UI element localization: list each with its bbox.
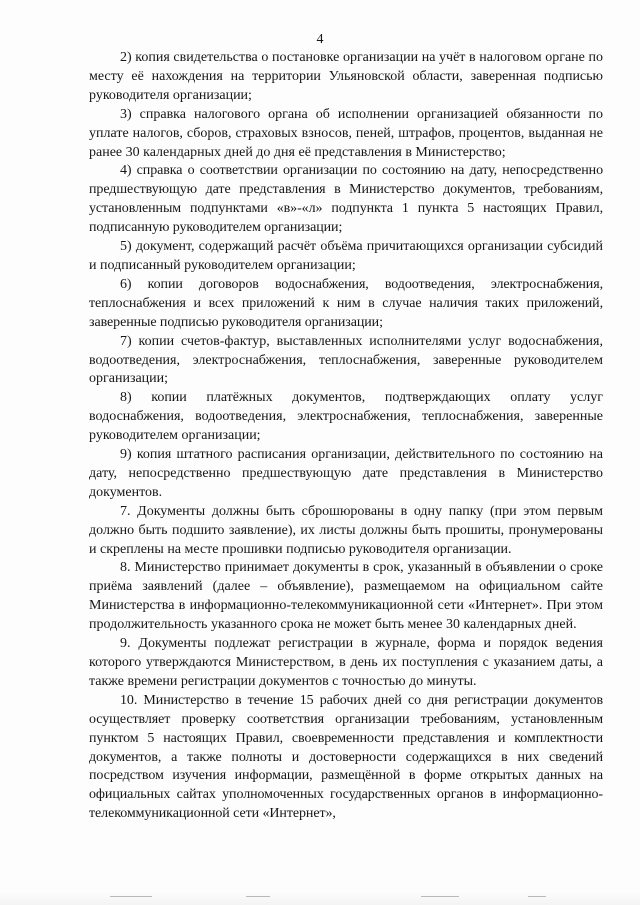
paragraph-point-10: 10. Министерство в течение 15 рабочих дней со дня регистрации документов осуществляет проверку соответствия организации требованиям, установленным пунктом 5 настоящих Правил, своевременности представления и комплектности документов, а также полноты и достоверности содержащихся в них сведений посредством изучения информации, размещённой в форме открытых данных на официальных сайтах уполномоченных государственных органов в информационно-телекоммуникационной сети «Интернет», [89,692,603,822]
paragraph-point-7: 7. Документы должны быть сброшюрованы в одну папку (при этом первым должно быть подшито заявление), их листы должны быть прошиты, пронумерованы и скреплены на месте прошивки подписью руководителя организации. [89,503,603,557]
page-number: 4 [316,32,324,47]
paragraph-item-2: 2) копия свидетельства о постановке организации на учёт в налоговом органе по месту её нахождения на территории Ульяновской области, заверенная подписью руководителя организации; [89,50,603,103]
paragraph-item-7: 7) копии счетов-фактур, выставленных исполнителями услуг водоснабжения, водоотведения, электроснабжения, теплоснабжения, заверенные руководителем организации; [89,333,603,387]
scan-artifact-line [421,896,459,897]
paragraph-item-6: 6) копии договоров водоснабжения, водоотведения, электроснабжения, теплоснабжения и всех приложений к ним в случае наличия таких приложений, заверенные подписью руководителя организации; [89,276,603,330]
scan-bottom-edge [0,891,640,905]
scan-artifact-line [246,896,270,897]
paragraph-item-9: 9) копия штатного расписания организации, действительного по состоянию на дату, непосредственно предшествующую дате представления в Министерство документов. [89,447,603,500]
paragraph-item-5: 5) документ, содержащий расчёт объёма причитающихся организации субсидий и подписанный руководителем организации; [89,239,603,273]
scan-artifact-line [110,896,152,897]
document-body [89,49,603,824]
scan-artifact-line [528,896,546,897]
paragraph-point-9: 9. Документы подлежат регистрации в журнале, форма и порядок ведения которого утверждаются Министерством, в день их поступления с указанием даты, а также времени регистрации документов с точностью до минуты. [89,636,603,689]
paragraph-item-3: 3) справка налогового органа об исполнении организацией обязанности по уплате налогов, сборов, страховых взносов, пеней, штрафов, процентов, выданная не ранее 30 календарных дней до дня её представления в Министерство; [89,106,603,160]
paragraph-item-4: 4) справка о соответствии организации по состоянию на дату, непосредственно предшествующую дате представления в Министерство документов, требованиям, установленным подпунктами «в»-«л» подпункта 1 пункта 5 настоящих Правил, подписанную руководителем организации; [89,163,603,236]
paragraph-point-8: 8. Министерство принимает документы в срок, указанный в объявлении о сроке приёма заявлений (далее – объявление), размещаемом на официальном сайте Министерства в информационно-телекоммуникационной сети «Интернет». При этом продолжительность указанного срока не может быть менее 30 календарных дней. [89,560,603,633]
paragraph-item-8: 8) копии платёжных документов, подтверждающих оплату услуг водоснабжения, водоотведения, электроснабжения, теплоснабжения, заверенные руководителем организации; [89,390,603,444]
